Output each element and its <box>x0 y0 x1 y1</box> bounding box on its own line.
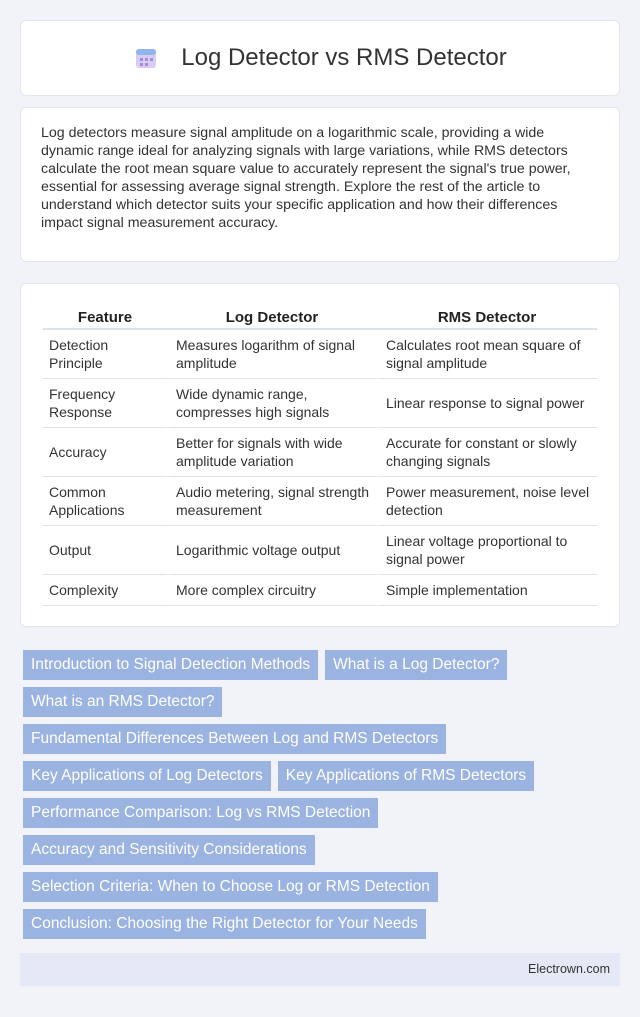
table-cell: Simple implementation <box>377 575 597 606</box>
table-cell: Power measurement, noise level detection <box>377 477 597 526</box>
table-cell: Logarithmic voltage output <box>167 526 377 575</box>
table-cell: More complex circuitry <box>167 575 377 606</box>
topic-link-what-is-log[interactable]: What is a Log Detector? <box>325 650 507 680</box>
topic-links-row <box>23 909 613 939</box>
topic-link-conclusion[interactable]: Conclusion: Choosing the Right Detector for Your Needs <box>23 909 426 939</box>
comparison-table-card <box>20 283 620 627</box>
topic-link-what-is-rms[interactable]: What is an RMS Detector? <box>23 687 222 717</box>
table-header-log: Log Detector <box>167 306 377 330</box>
table-header-rms: RMS Detector <box>377 306 597 330</box>
table-cell: Frequency Response <box>43 379 167 428</box>
table-cell: Calculates root mean square of signal amplitude <box>377 330 597 379</box>
table-header-row <box>43 306 597 330</box>
table-cell: Output <box>43 526 167 575</box>
intro-paragraph: Log detectors measure signal amplitude on a logarithmic scale, providing a wide dynamic range ideal for analyzing signals with large variations, while RMS detectors calculate the root mean square value to accurately represent the signal's true power, essential for assessing average signal strength. Explore the rest of the article to understand which detector suits your specific application and how their differences impact signal measurement accuracy. <box>41 125 571 231</box>
intro-card <box>20 107 620 262</box>
table-cell: Complexity <box>43 575 167 606</box>
table-cell: Accuracy <box>43 428 167 477</box>
table-row <box>43 526 597 575</box>
table-row <box>43 575 597 606</box>
calendar-icon <box>133 45 159 71</box>
topic-links <box>23 650 613 946</box>
table-row <box>43 477 597 526</box>
footer <box>20 953 620 986</box>
topic-links-row <box>23 761 613 791</box>
table-row <box>43 379 597 428</box>
topic-links-row <box>23 687 613 717</box>
footer-site-name: Electrown.com <box>528 962 610 976</box>
topic-link-introduction[interactable]: Introduction to Signal Detection Methods <box>23 650 318 680</box>
topic-link-performance[interactable]: Performance Comparison: Log vs RMS Detection <box>23 798 378 828</box>
table-cell: Wide dynamic range, compresses high signals <box>167 379 377 428</box>
table-cell: Measures logarithm of signal amplitude <box>167 330 377 379</box>
topic-link-differences[interactable]: Fundamental Differences Between Log and RMS Detectors <box>23 724 446 754</box>
topic-links-row <box>23 650 613 680</box>
topic-links-row <box>23 798 613 828</box>
table-cell: Better for signals with wide amplitude variation <box>167 428 377 477</box>
table-cell: Detection Principle <box>43 330 167 379</box>
title-card <box>20 20 620 96</box>
topic-link-rms-applications[interactable]: Key Applications of RMS Detectors <box>278 761 534 791</box>
topic-link-log-applications[interactable]: Key Applications of Log Detectors <box>23 761 271 791</box>
topic-links-row <box>23 835 613 865</box>
table-cell: Linear response to signal power <box>377 379 597 428</box>
table-row <box>43 428 597 477</box>
topic-links-row <box>23 724 613 754</box>
table-cell: Linear voltage proportional to signal power <box>377 526 597 575</box>
topic-link-accuracy[interactable]: Accuracy and Sensitivity Considerations <box>23 835 315 865</box>
comparison-table <box>43 306 597 606</box>
table-row <box>43 330 597 379</box>
topic-links-row <box>23 872 613 902</box>
topic-link-selection[interactable]: Selection Criteria: When to Choose Log or RMS Detection <box>23 872 438 902</box>
page-title: Log Detector vs RMS Detector <box>181 44 507 71</box>
table-cell: Accurate for constant or slowly changing signals <box>377 428 597 477</box>
table-cell: Common Applications <box>43 477 167 526</box>
table-cell: Audio metering, signal strength measurement <box>167 477 377 526</box>
table-header-feature: Feature <box>43 306 167 330</box>
